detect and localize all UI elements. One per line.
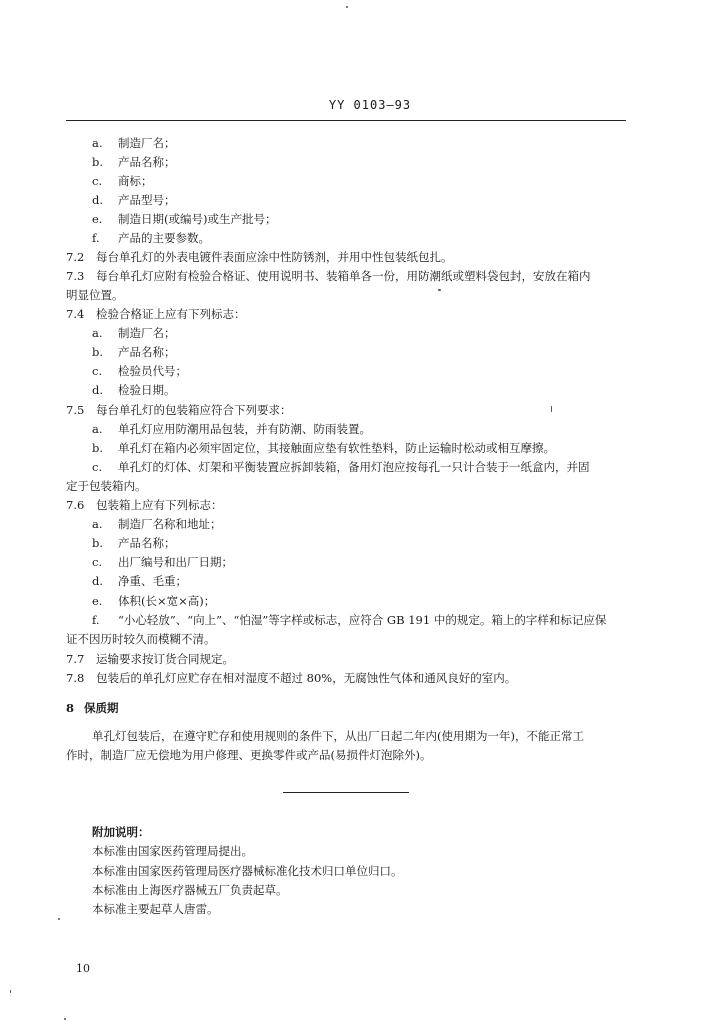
list-item-text: 产品名称； xyxy=(118,536,176,550)
clause-text: 包装后的单孔灯应贮存在相对湿度不超过 80%，无腐蚀性气体和通风良好的室内。 xyxy=(96,671,517,685)
list-item-text: 制造厂名； xyxy=(118,326,176,340)
list-item xyxy=(92,594,215,609)
list-item xyxy=(92,441,555,456)
page-number: 10 xyxy=(76,962,90,975)
clause-number: 7.5 xyxy=(66,403,85,417)
clause-7-3-continuation: 明显位置。 xyxy=(66,288,124,302)
clause-number: 7.2 xyxy=(66,250,85,264)
clause-number: 7.7 xyxy=(66,652,85,666)
clause-7-6 xyxy=(66,498,223,513)
clause-7-5 xyxy=(66,403,292,418)
list-item-label: a. xyxy=(92,136,103,150)
clause-text: 运输要求按订货合同规定。 xyxy=(96,652,234,666)
list-item xyxy=(92,364,187,379)
list-item xyxy=(92,574,187,589)
clause-7-4 xyxy=(66,307,246,322)
list-item xyxy=(92,383,176,398)
list-item-text: 检验日期。 xyxy=(118,383,176,397)
clause-7-5-continuation: 定于包装箱内。 xyxy=(66,479,147,493)
clause-text: 每台单孔灯的外表电镀件表面应涂中性防锈剂，并用中性包装纸包扎。 xyxy=(96,250,453,264)
clause-text: 每台单孔灯应附有检验合格证、使用说明书、装箱单各一份，用防潮纸或塑料袋包封，安放在箱内 xyxy=(96,269,591,283)
list-item xyxy=(92,517,222,532)
list-item-text: 单孔灯在箱内必须牢固定位，其接触面应垫有软性垫料，防止运输时松动或相互摩擦。 xyxy=(118,441,555,455)
list-item-label: c. xyxy=(92,555,103,569)
clause-7-6-continuation: 证不因历时较久而模糊不清。 xyxy=(66,632,216,646)
list-item-label: b. xyxy=(92,536,104,550)
list-item-label: d. xyxy=(92,383,104,397)
header-standard-code: YY 0103—93 xyxy=(328,98,412,112)
list-item-text: 制造厂名； xyxy=(118,136,176,150)
clause-number: 7.8 xyxy=(66,671,85,685)
list-item xyxy=(92,231,210,246)
list-item-text: 产品名称； xyxy=(118,155,176,169)
list-item-label: a. xyxy=(92,422,103,436)
list-item-label: d. xyxy=(92,193,104,207)
section-8-heading xyxy=(66,701,119,716)
list-item-text: 体积(长×宽×高)； xyxy=(118,594,216,608)
clause-7-7 xyxy=(66,652,234,667)
list-item xyxy=(92,536,176,551)
clause-7-2 xyxy=(66,250,453,265)
list-item-label: a. xyxy=(92,517,103,531)
clause-text: 每台单孔灯的包装箱应符合下列要求： xyxy=(96,403,292,417)
list-item-label: d. xyxy=(92,574,104,588)
list-item xyxy=(92,460,590,475)
list-item-label: b. xyxy=(92,345,104,359)
header-rule xyxy=(66,120,626,121)
clause-number: 7.6 xyxy=(66,498,85,512)
clause-7-8 xyxy=(66,671,516,686)
list-item-label: c. xyxy=(92,460,103,474)
clause-text: 检验合格证上应有下列标志： xyxy=(96,307,246,321)
list-item-label: e. xyxy=(92,594,103,608)
list-item xyxy=(92,174,153,189)
section-8-paragraph-line-1: 单孔灯包装后，在遵守贮存和使用规则的条件下，从出厂日起二年内(使用期为一年)，不能正常工 xyxy=(92,729,584,743)
list-item-label: f. xyxy=(92,613,100,627)
clause-7-3 xyxy=(66,269,591,284)
list-item-text: “小心轻放”、“向上”、“怕湿”等字样或标志，应符合 GB 191 中的规定。箱上的字样和标记应保 xyxy=(118,613,607,627)
clause-number: 7.3 xyxy=(66,269,85,283)
list-item-text: 出厂编号和出厂日期； xyxy=(118,555,233,569)
list-item xyxy=(92,326,176,341)
section-number: 8 xyxy=(66,701,75,715)
list-item-label: c. xyxy=(92,364,103,378)
list-item-text: 制造厂名称和地址； xyxy=(118,517,222,531)
clause-number: 7.4 xyxy=(66,307,85,321)
list-item-label: b. xyxy=(92,155,104,169)
list-item xyxy=(92,422,371,437)
list-item-text: 商标； xyxy=(118,174,153,188)
list-item-label: c. xyxy=(92,174,103,188)
list-item-text: 制造日期(或编号)或生产批号； xyxy=(118,212,277,226)
notes-line: 本标准由国家医药管理局提出。 xyxy=(92,844,253,858)
notes-line: 本标准由国家医药管理局医疗器械标准化技术归口单位归口。 xyxy=(92,864,403,878)
notes-line: 本标准由上海医疗器械五厂负责起草。 xyxy=(92,883,288,897)
list-item-label: a. xyxy=(92,326,103,340)
notes-line: 本标准主要起草人唐雷。 xyxy=(92,902,219,916)
separator-rule xyxy=(283,792,409,793)
list-item xyxy=(92,613,606,628)
list-item xyxy=(92,193,176,208)
list-item-text: 净重、毛重； xyxy=(118,574,187,588)
list-item-text: 单孔灯应用防潮用品包装，并有防潮、防雨装置。 xyxy=(118,422,371,436)
list-item-label: b. xyxy=(92,441,104,455)
list-item xyxy=(92,555,233,570)
list-item xyxy=(92,155,176,170)
list-item xyxy=(92,345,176,360)
list-item xyxy=(92,212,276,227)
notes-title: 附加说明： xyxy=(92,825,150,839)
list-item-text: 检验员代号； xyxy=(118,364,187,378)
section-8-paragraph-line-2: 作时，制造厂应无偿地为用户修理、更换零件或产品(易损件灯泡除外)。 xyxy=(66,748,432,762)
list-item-text: 产品的主要参数。 xyxy=(118,231,210,245)
list-item-text: 产品名称； xyxy=(118,345,176,359)
list-item-label: f. xyxy=(92,231,100,245)
list-item-text: 产品型号； xyxy=(118,193,176,207)
clause-text: 包装箱上应有下列标志： xyxy=(96,498,223,512)
section-title: 保质期 xyxy=(84,701,119,715)
list-item-text: 单孔灯的灯体、灯架和平衡装置应拆卸装箱，备用灯泡应按每孔一只计合装于一纸盒内，并固 xyxy=(118,460,590,474)
list-item xyxy=(92,136,176,151)
list-item-label: e. xyxy=(92,212,103,226)
